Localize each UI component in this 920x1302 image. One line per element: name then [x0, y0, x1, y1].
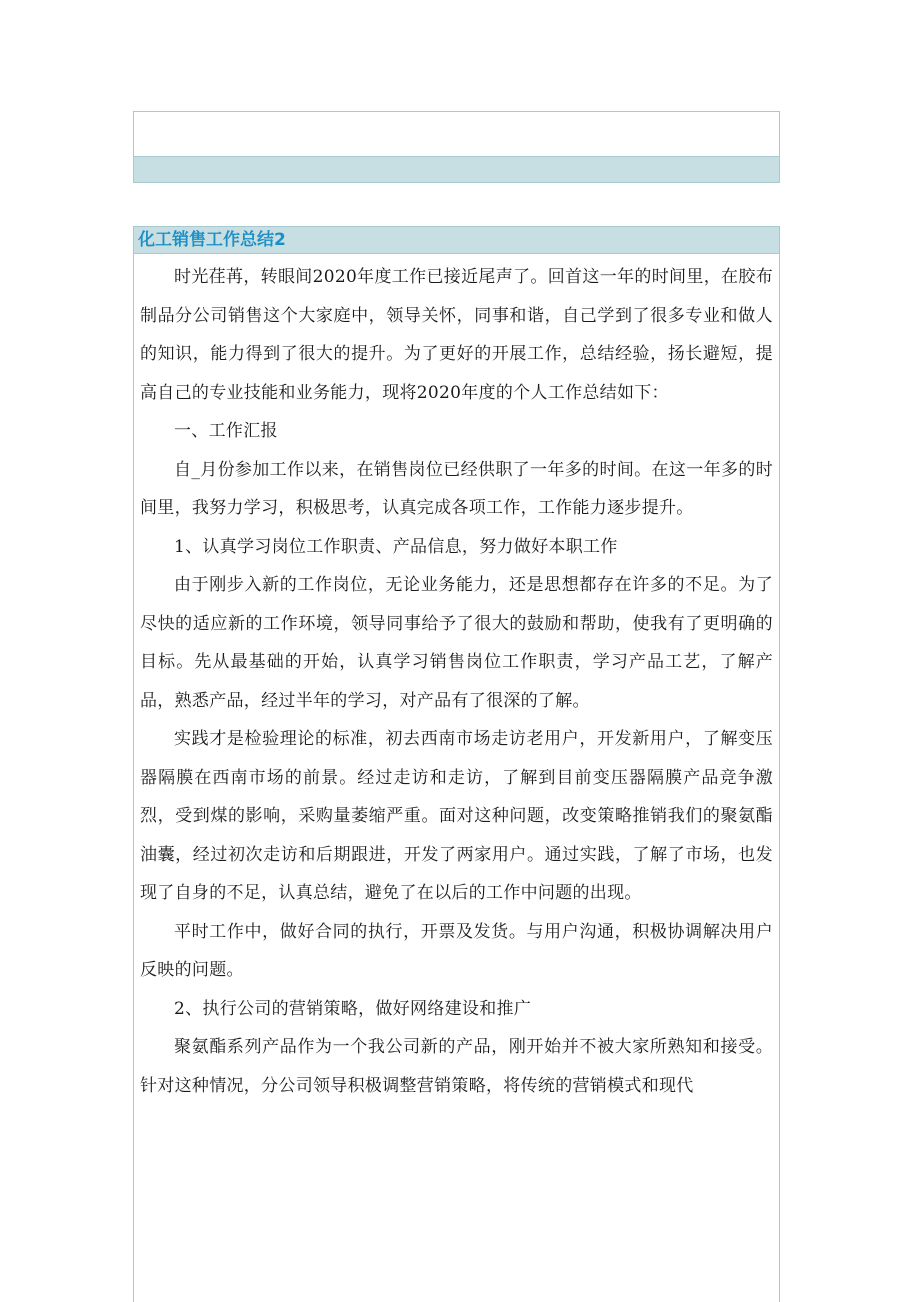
- paragraph-study-details: 由于刚步入新的工作岗位，无论业务能力，还是思想都存在许多的不足。为了尽快的适应新的工作环境，领导同事给予了很大的鼓励和帮助，使我有了更明确的目标。先从最基础的开始，认真学习销售岗位工作职责，学习产品工艺，了解产品，熟悉产品，经过半年的学习，对产品有了很深的了解。: [140, 575, 773, 711]
- subheading-marketing-strategy: 2、执行公司的营销策略，做好网络建设和推广: [174, 998, 532, 1019]
- article-body: [134, 254, 779, 1105]
- paragraph-overview: 自_月份参加工作以来，在销售岗位已经供职了一年多的时间。在这一年多的时间里，我努力学习，积极思考，认真完成各项工作，工作能力逐步提升。: [140, 459, 773, 518]
- paragraph-daily-work: 平时工作中，做好合同的执行，开票及发货。与用户沟通，积极协调解决用户反映的问题。: [140, 921, 773, 980]
- paragraph-practice: 实践才是检验理论的标准，初去西南市场走访老用户，开发新用户，了解变压器隔膜在西南市场的前景。经过走访和走访，了解到目前变压器隔膜产品竞争激烈，受到煤的影响，采购量萎缩严重。面对这种问题，改变策略推销我们的聚氨酯油囊，经过初次走访和后期跟进，开发了两家用户。通过实践，了解了市场，也发现了自身的不足，认真总结，避免了在以后的工作中问题的出现。: [140, 729, 773, 903]
- article-panel: [133, 226, 780, 1302]
- article-title: 化工销售工作总结2: [134, 227, 779, 254]
- empty-header-box: [133, 111, 780, 183]
- paragraph-intro: 时光荏苒，转眼间2020年度工作已接近尾声了。回首这一年的时间里，在胶布制品分公司销售这个大家庭中，领导关怀，同事和谐，自己学到了很多专业和做人的知识，能力得到了很大的提升。为了更好的开展工作，总结经验，扬长避短，提高自己的专业技能和业务能力，现将2020年度的个人工作总结如下：: [140, 267, 773, 403]
- header-box-band: [134, 156, 779, 182]
- subheading-study-duties: 1、认真学习岗位工作职责、产品信息，努力做好本职工作: [174, 536, 618, 557]
- paragraph-marketing-details: 聚氨酯系列产品作为一个我公司新的产品，刚开始并不被大家所熟知和接受。针对这种情况，分公司领导积极调整营销策略，将传统的营销模式和现代: [140, 1037, 773, 1096]
- section-heading-work-report: 一、工作汇报: [174, 421, 278, 441]
